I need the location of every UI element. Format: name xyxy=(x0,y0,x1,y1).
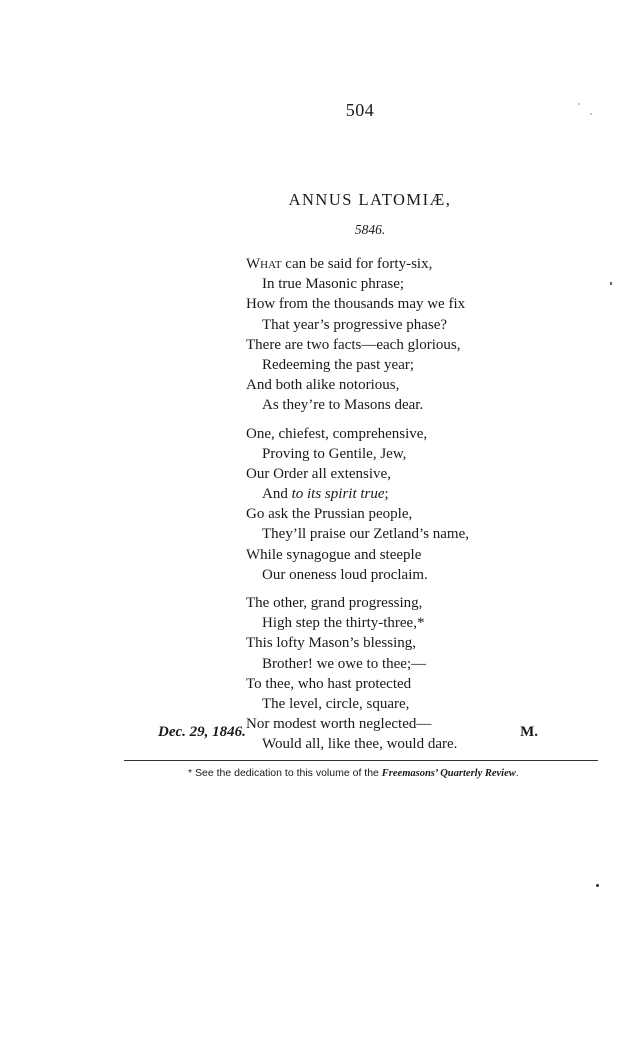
poem-line: To thee, who hast protected xyxy=(246,675,412,692)
poem-line: Would all, like thee, would dare. xyxy=(262,736,458,753)
poem-line: Our Order all extensive, xyxy=(246,465,391,482)
line-text: And xyxy=(262,486,292,503)
stanza-1 xyxy=(246,254,469,416)
poem-line: This lofty Mason’s blessing, xyxy=(246,635,417,652)
poem-line xyxy=(246,484,469,504)
poem-line: Proving to Gentile, Jew, xyxy=(262,445,407,462)
footnote-text: . xyxy=(515,767,519,779)
poem-date: Dec. 29, 1846. xyxy=(158,724,246,740)
author-initial: M. xyxy=(520,724,538,740)
poem-line: One, chiefest, comprehensive, xyxy=(246,425,428,442)
footnote-publication: Freemasons’ Quarterly Review xyxy=(381,768,516,779)
scan-speck xyxy=(578,103,580,105)
poem-year: 5846. xyxy=(354,222,386,237)
poem-line: That year’s progressive phase? xyxy=(262,316,448,333)
scan-speck xyxy=(596,884,599,887)
stanza-2 xyxy=(246,424,469,586)
poem-line: And both alike notorious, xyxy=(246,377,400,394)
poem-line: As they’re to Masons dear. xyxy=(262,397,424,414)
poem-line xyxy=(246,254,469,274)
footnote-divider xyxy=(124,760,598,761)
page-number: 504 xyxy=(345,100,375,120)
poem-line: Our oneness loud proclaim. xyxy=(262,566,428,583)
poem-body xyxy=(246,254,469,763)
footnote xyxy=(188,767,519,779)
poem-line: Go ask the Prussian people, xyxy=(246,506,413,523)
stanza-3 xyxy=(246,593,469,755)
footnote-text: * See the dedication to this volume of the xyxy=(188,767,382,779)
line-text: ; xyxy=(384,486,389,503)
drop-word: What xyxy=(246,256,282,272)
scan-speck xyxy=(610,282,612,285)
poem-line: Redeeming the past year; xyxy=(262,356,415,373)
poem-title: ANNUS LATOMIÆ, xyxy=(288,190,452,209)
poem-line: How from the thousands may we fix xyxy=(246,296,466,313)
poem-line: Brother! we owe to thee;— xyxy=(262,655,427,672)
scan-speck xyxy=(590,113,592,115)
poem-line: There are two facts—each glorious, xyxy=(246,336,461,353)
poem-line: While synagogue and steeple xyxy=(246,546,422,563)
poem-line: High step the thirty-three,* xyxy=(262,615,425,632)
poem-line: They’ll praise our Zetland’s name, xyxy=(262,526,470,543)
poem-line: The other, grand progressing, xyxy=(246,595,423,611)
poem-line: In true Masonic phrase; xyxy=(262,276,405,293)
poem-line: Nor modest worth neglected— xyxy=(246,716,432,733)
line-italic-text: to its spirit true xyxy=(291,486,385,503)
line-text: can be said for forty-six, xyxy=(281,256,433,272)
poem-line: The level, circle, square, xyxy=(262,695,410,712)
